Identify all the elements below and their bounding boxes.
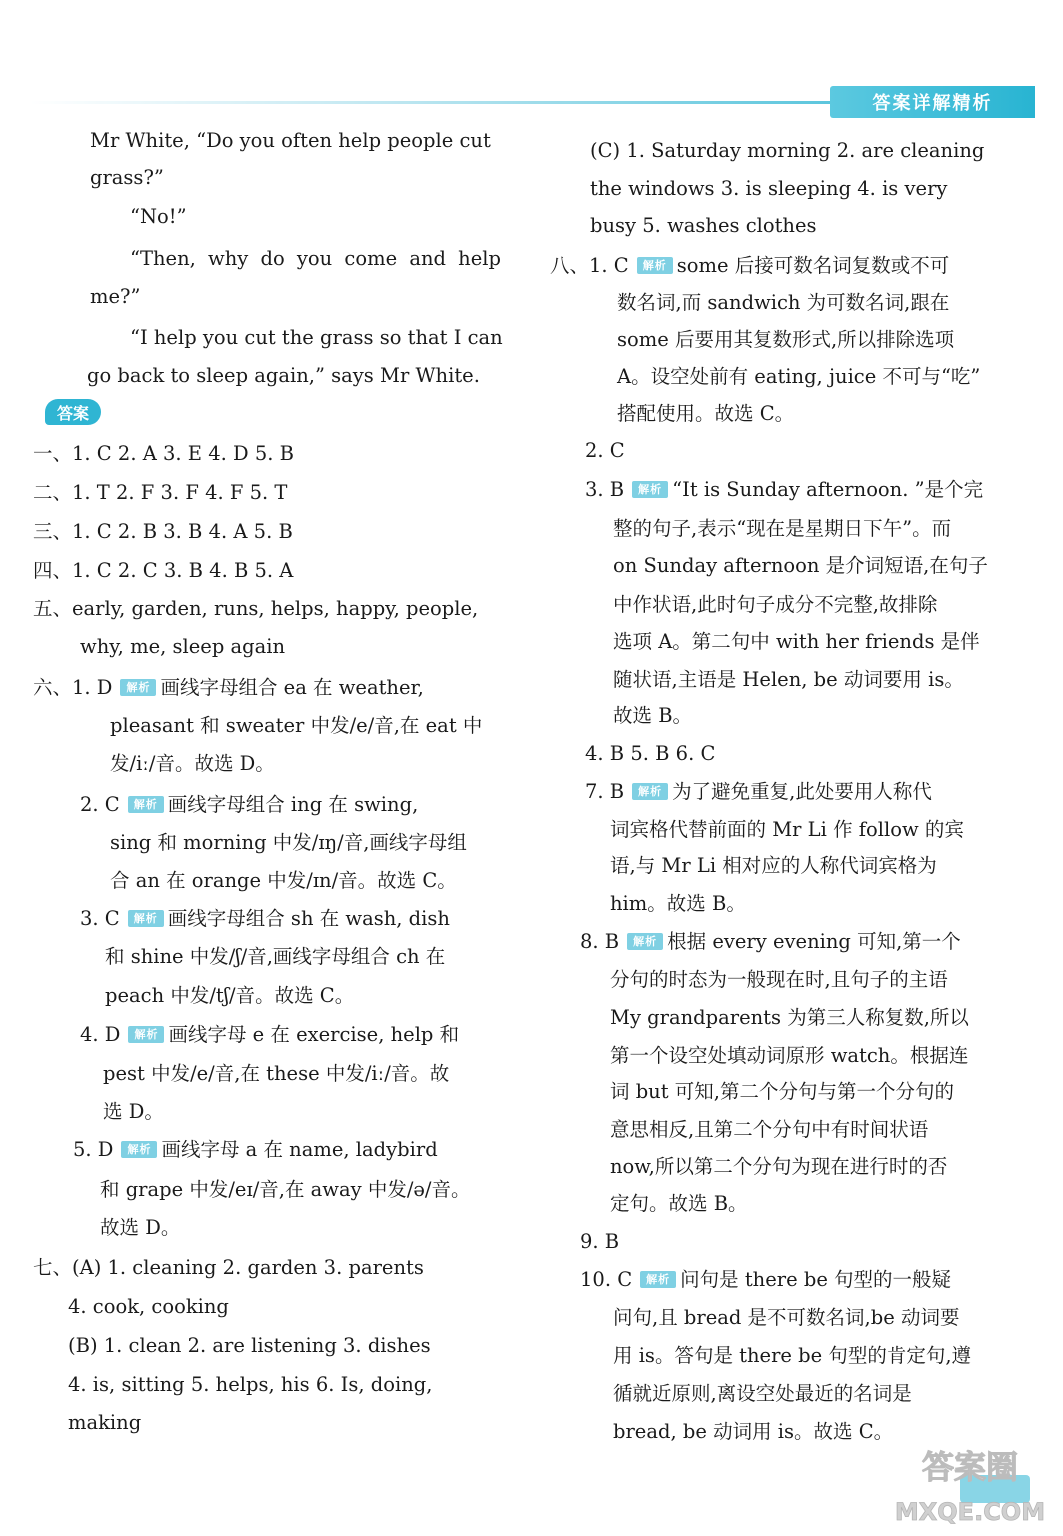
answer-row: (B) 1. clean 2. are listening 3. dishes	[68, 1334, 431, 1357]
explanation-text: 为了避免重复,此处要用人称代	[672, 780, 932, 803]
explanation-line: 搭配使用。故选 C。	[617, 402, 795, 425]
explanation-line: some 后要用其复数形式,所以排除选项	[617, 328, 955, 351]
explanation-line	[80, 1025, 459, 1045]
answer-row: 2. C	[585, 439, 625, 462]
answer-row: making	[68, 1411, 142, 1434]
explanation-text: 问句是 there be 句型的一般疑	[680, 1268, 952, 1291]
explanation-line	[585, 480, 983, 500]
explanation-text: 画线字母 e 在 exercise, help 和	[168, 1023, 460, 1046]
explanation-line	[550, 256, 949, 276]
explanation-line	[80, 909, 450, 929]
analysis-tag: 解析	[632, 481, 668, 498]
explanation-line: pleasant 和 sweater 中发/e/音,在 eat 中	[110, 714, 483, 737]
explanation-line: bread, be 动词用 is。故选 C。	[613, 1420, 894, 1443]
explanation-text: 画线字母组合 ing 在 swing,	[167, 793, 419, 816]
explanation-line	[580, 1270, 951, 1290]
explanation-line: 发/iː/音。故选 D。	[110, 752, 275, 775]
question-number: 八、1. C	[550, 254, 629, 277]
explanation-line: My grandparents 为第三人称复数,所以	[610, 1006, 969, 1029]
answer-row: 4. cook, cooking	[68, 1295, 229, 1318]
answer-row: (C) 1. Saturday morning 2. are cleaning	[590, 139, 985, 162]
question-number: 3. C	[80, 907, 120, 930]
answer-row: 四、1. C 2. C 3. B 4. B 5. A	[33, 559, 294, 582]
explanation-line: him。故选 B。	[610, 892, 746, 915]
analysis-tag: 解析	[640, 1271, 676, 1288]
story-line: me?”	[90, 285, 141, 308]
explanation-text: 画线字母组合 ea 在 weather,	[160, 676, 424, 699]
explanation-line: 第一个设空处填动词原形 watch。根据连	[610, 1044, 969, 1067]
question-number: 六、1. D	[33, 676, 113, 699]
explanation-line: 定句。故选 B。	[610, 1192, 748, 1215]
explanation-line: 问句,且 bread 是不可数名词,be 动词要	[613, 1306, 960, 1329]
explanation-line: 合 an 在 orange 中发/ɪn/音。故选 C。	[110, 869, 457, 892]
explanation-line: 选 D。	[103, 1100, 164, 1123]
explanation-line: 语,与 Mr Li 相对应的人称代词宾格为	[610, 854, 937, 877]
explanation-line	[585, 782, 932, 802]
analysis-tag: 解析	[121, 1141, 157, 1158]
explanation-line: on Sunday afternoon 是介词短语,在句子	[613, 554, 988, 577]
answer-row: why, me, sleep again	[80, 635, 286, 658]
explanation-text: 根据 every evening 可知,第一个	[667, 930, 961, 953]
analysis-tag: 解析	[632, 783, 668, 800]
explanation-text: 画线字母 a 在 name, ladybird	[161, 1138, 438, 1161]
explanation-line	[73, 1140, 438, 1160]
watermark-text: 答案圈	[921, 1448, 1019, 1486]
explanation-text: “It is Sunday afternoon. ”是个完	[672, 478, 984, 501]
explanation-line: 选项 A。第二句中 with her friends 是伴	[613, 630, 980, 653]
story-line: “No!”	[130, 205, 187, 228]
explanation-line: 分句的时态为一般现在时,且句子的主语	[610, 968, 948, 991]
answer-row: 一、1. C 2. A 3. E 4. D 5. B	[33, 442, 295, 465]
answer-row: 三、1. C 2. B 3. B 4. A 5. B	[33, 520, 293, 543]
answer-badge: 答案	[45, 399, 101, 425]
explanation-line: 整的句子,表示“现在是星期日下午”。而	[613, 517, 952, 540]
explanation-line: 意思相反,且第二个分句中有时间状语	[610, 1118, 929, 1141]
explanation-line: sing 和 morning 中发/ɪŋ/音,画线字母组	[110, 831, 467, 854]
story-line: Mr White, “Do you often help people cut	[90, 129, 491, 152]
answer-row: 9. B	[580, 1230, 620, 1253]
question-number: 10. C	[580, 1268, 633, 1291]
explanation-line: A。设空处前有 eating, juice 不可与“吃”	[617, 365, 981, 388]
header-rule	[30, 101, 830, 104]
analysis-tag: 解析	[637, 257, 673, 274]
explanation-text: 画线字母组合 sh 在 wash, dish	[167, 907, 450, 930]
explanation-line: 循就近原则,离设空处最近的名词是	[613, 1382, 912, 1405]
question-number: 8. B	[580, 930, 620, 953]
story-line: “I help you cut the grass so that I can	[130, 326, 503, 349]
explanation-line: 故选 B。	[613, 704, 693, 727]
explanation-line: 故选 D。	[100, 1216, 181, 1239]
explanation-line	[80, 795, 418, 815]
analysis-tag: 解析	[120, 679, 156, 696]
watermark-url: MXQE.COM	[894, 1498, 1046, 1526]
answer-row: 4. is, sitting 5. helps, his 6. Is, doing,	[68, 1373, 433, 1396]
question-number: 7. B	[585, 780, 625, 803]
question-number: 4. D	[80, 1023, 121, 1046]
answer-row: busy 5. washes clothes	[590, 214, 817, 237]
analysis-tag: 解析	[128, 796, 164, 813]
question-number: 5. D	[73, 1138, 114, 1161]
explanation-text: some 后接可数名词复数或不可	[676, 254, 950, 277]
explanation-line: pest 中发/e/音,在 these 中发/iː/音。故	[103, 1062, 450, 1085]
explanation-line	[33, 678, 424, 698]
explanation-line: 用 is。答句是 there be 句型的肯定句,遵	[613, 1344, 972, 1367]
analysis-tag: 解析	[128, 910, 164, 927]
watermark-logo	[890, 1440, 1050, 1530]
analysis-tag: 解析	[627, 933, 663, 950]
explanation-line: 词宾格代替前面的 Mr Li 作 follow 的宾	[610, 818, 964, 841]
answer-row: 七、(A) 1. cleaning 2. garden 3. parents	[33, 1256, 424, 1279]
explanation-line: 和 grape 中发/eɪ/音,在 away 中发/ə/音。	[100, 1178, 471, 1201]
explanation-line: 随状语,主语是 Helen, be 动词要用 is。	[613, 668, 964, 691]
question-number: 3. B	[585, 478, 625, 501]
analysis-tag: 解析	[128, 1026, 164, 1043]
section-header-tab: 答案详解精析	[830, 86, 1035, 118]
explanation-line: now,所以第二个分句为现在进行时的否	[610, 1155, 948, 1178]
answer-row: 五、early, garden, runs, helps, happy, people,	[33, 597, 479, 620]
answer-row: 二、1. T 2. F 3. F 4. F 5. T	[33, 481, 288, 504]
story-line: go back to sleep again,” says Mr White.	[87, 364, 480, 387]
story-line: grass?”	[90, 166, 164, 189]
story-line: “Then, why do you come and help	[130, 247, 502, 270]
explanation-line: 中作状语,此时句子成分不完整,故排除	[613, 593, 938, 616]
explanation-line: 词 but 可知,第二个分句与第一个分句的	[610, 1080, 954, 1103]
question-number: 2. C	[80, 793, 120, 816]
answer-row: 4. B 5. B 6. C	[585, 742, 716, 765]
explanation-line: 数名词,而 sandwich 为可数名词,跟在	[617, 291, 950, 314]
answer-row: the windows 3. is sleeping 4. is very	[590, 177, 948, 200]
explanation-line: peach 中发/tʃ/音。故选 C。	[105, 984, 355, 1007]
explanation-line: 和 shine 中发/ʃ/音,画线字母组合 ch 在	[105, 945, 446, 968]
explanation-line	[580, 932, 961, 952]
